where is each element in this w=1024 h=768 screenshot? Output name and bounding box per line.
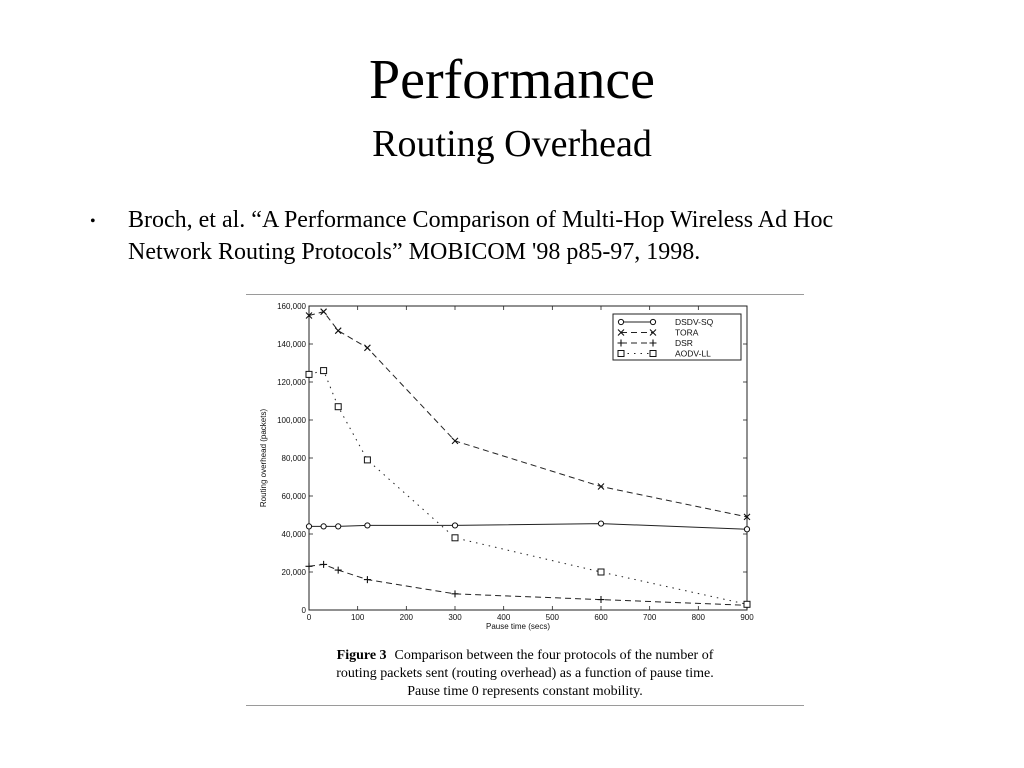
data-point	[320, 561, 327, 568]
data-point	[335, 404, 341, 410]
data-point	[321, 309, 327, 315]
figure-panel	[246, 294, 804, 706]
routing-overhead-chart	[246, 295, 804, 645]
data-point	[744, 527, 749, 532]
data-point	[306, 371, 312, 377]
data-point	[306, 524, 311, 529]
caption-line-1	[246, 647, 804, 665]
figure-caption	[246, 647, 804, 701]
data-point	[452, 438, 458, 444]
caption-line-3: Pause time 0 represents constant mobility.	[407, 684, 643, 699]
series-dsr	[306, 561, 751, 609]
data-point	[452, 590, 459, 597]
y-tick-label: 60,000	[281, 492, 306, 501]
data-point	[321, 368, 327, 374]
data-point	[321, 524, 326, 529]
y-axis-label: Routing overhead (packets)	[259, 408, 268, 508]
bullet-text: Broch, et al. “A Performance Comparison of Multi-Hop Wireless Ad Hoc Network Routing Protocols” MOBICOM '98 p85-97, 1998.	[128, 207, 834, 265]
legend-label: AODV-LL	[675, 348, 711, 359]
x-tick-label: 400	[496, 613, 511, 622]
x-tick-label: 300	[448, 613, 462, 622]
data-point	[452, 535, 458, 541]
x-tick-label: 800	[691, 613, 706, 622]
y-tick-label: 100,000	[277, 416, 306, 425]
data-point	[335, 328, 341, 334]
series-line	[309, 524, 747, 530]
data-point	[744, 601, 750, 607]
series-line	[309, 564, 747, 605]
legend-marker	[650, 351, 656, 357]
legend-marker	[618, 351, 624, 357]
slide-subtitle: Routing Overhead	[372, 123, 652, 165]
x-tick-label: 0	[306, 613, 312, 622]
x-tick-label: 600	[594, 613, 608, 622]
data-point	[598, 521, 603, 526]
x-tick-label: 100	[350, 613, 365, 622]
legend-label: DSR	[675, 338, 693, 348]
y-tick-label: 140,000	[277, 340, 306, 349]
y-tick-label: 20,000	[281, 568, 306, 577]
x-tick-label: 700	[642, 613, 657, 622]
data-point	[306, 563, 313, 570]
y-tick-label: 0	[301, 606, 306, 615]
figure-label: Figure 3	[336, 648, 387, 663]
x-tick-label: 900	[740, 613, 754, 622]
x-tick-label: 500	[545, 613, 560, 622]
data-point	[598, 569, 604, 575]
chart-legend	[613, 314, 741, 360]
legend-marker	[650, 319, 655, 324]
y-tick-label: 120,000	[277, 378, 306, 387]
bullet-dot-icon: •	[90, 213, 96, 230]
y-tick-label: 160,000	[277, 302, 306, 311]
data-point	[364, 457, 370, 463]
series-dsdv-sq	[306, 521, 749, 532]
data-point	[364, 345, 370, 351]
legend-label: DSDV-SQ	[675, 317, 714, 327]
x-axis-label: Pause time (secs)	[485, 622, 551, 631]
y-tick-label: 40,000	[281, 530, 306, 539]
y-tick-label: 80,000	[281, 454, 306, 463]
data-point	[598, 596, 605, 603]
slide-title: Performance	[368, 49, 656, 111]
data-point	[335, 567, 342, 574]
data-point	[452, 523, 457, 528]
caption-line-2: routing packets sent (routing overhead) as a function of pause time.	[336, 666, 714, 681]
data-point	[364, 576, 371, 583]
series-line	[309, 371, 747, 605]
data-point	[336, 524, 341, 529]
caption-text-1: Comparison between the four protocols of the number of	[394, 648, 714, 663]
x-tick-label: 200	[399, 613, 414, 622]
bullet-item	[90, 204, 920, 268]
legend-label: TORA	[675, 327, 699, 338]
series-aodv-ll	[306, 368, 750, 608]
data-point	[365, 523, 370, 528]
legend-marker	[618, 319, 623, 324]
